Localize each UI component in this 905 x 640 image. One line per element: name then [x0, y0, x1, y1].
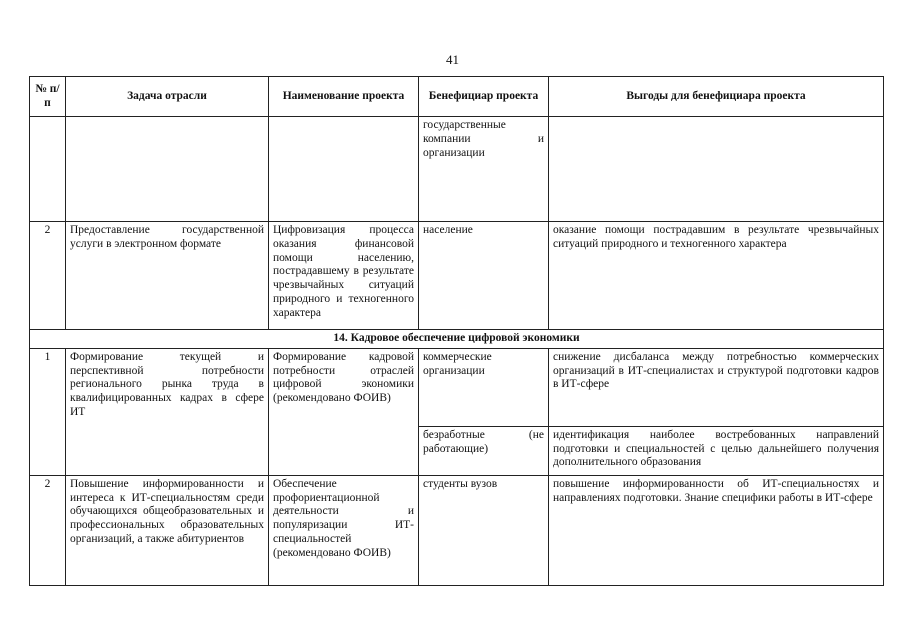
section-title: 14. Кадровое обеспечение цифровой экономики — [30, 330, 884, 349]
cell-benefits — [549, 117, 884, 222]
header-benefits: Выгоды для бенефициара проекта — [549, 77, 884, 117]
table-row — [30, 222, 884, 330]
cell-beneficiary: безработные (не работающие) — [419, 426, 549, 475]
table-row — [30, 117, 884, 222]
header-num: № п/п — [30, 77, 66, 117]
cell-num — [30, 117, 66, 222]
cell-task — [66, 117, 269, 222]
cell-num: 1 — [30, 348, 66, 475]
cell-beneficiary: государственные компании и организации — [419, 117, 549, 222]
cell-project: Цифровизация процесса оказания финансовой помощи населению, пострадавшему в результате чрезвычайных ситуаций природного и техногенного характера — [269, 222, 419, 330]
cell-project — [269, 117, 419, 222]
header-beneficiary: Бенефициар проекта — [419, 77, 549, 117]
cell-task: Повышение информированности и интереса к ИТ-специальностям среди обучающихся общеобразовательных и профессиональных образовательных организаций, а также абитуриентов — [66, 475, 269, 585]
cell-num: 2 — [30, 222, 66, 330]
cell-benefits: идентификация наиболее востребованных направлений подготовки и специальностей с целью дальнейшего получения дополнительного образования — [549, 426, 884, 475]
cell-benefits: снижение дисбаланса между потребностью коммерческих организаций в ИТ-специалистах и структурой подготовки кадров в ИТ-сфере — [549, 348, 884, 426]
table-header-row — [30, 77, 884, 117]
table-row — [30, 348, 884, 426]
projects-table — [29, 76, 884, 586]
cell-num: 2 — [30, 475, 66, 585]
cell-beneficiary: студенты вузов — [419, 475, 549, 585]
cell-benefits: повышение информированности об ИТ-специальностях и направлениях подготовки. Знание специфики работы в ИТ-сфере — [549, 475, 884, 585]
cell-task: Предоставление государственной услуги в электронном формате — [66, 222, 269, 330]
cell-project: Обеспечение профориентационной деятельности и популяризации ИТ-специальностей (рекомендовано ФОИВ) — [269, 475, 419, 585]
cell-beneficiary: население — [419, 222, 549, 330]
cell-beneficiary: коммерческие организации — [419, 348, 549, 426]
cell-benefits: оказание помощи пострадавшим в результате чрезвычайных ситуаций природного и техногенного характера — [549, 222, 884, 330]
page-number: 41 — [446, 52, 459, 67]
table-row — [30, 475, 884, 585]
header-project: Наименование проекта — [269, 77, 419, 117]
cell-project: Формирование кадровой потребности отраслей цифровой экономики (рекомендовано ФОИВ) — [269, 348, 419, 475]
section-row — [30, 330, 884, 349]
header-task: Задача отрасли — [66, 77, 269, 117]
cell-task: Формирование текущей и перспективной потребности регионального рынка труда в квалифицированных кадрах в сфере ИТ — [66, 348, 269, 475]
